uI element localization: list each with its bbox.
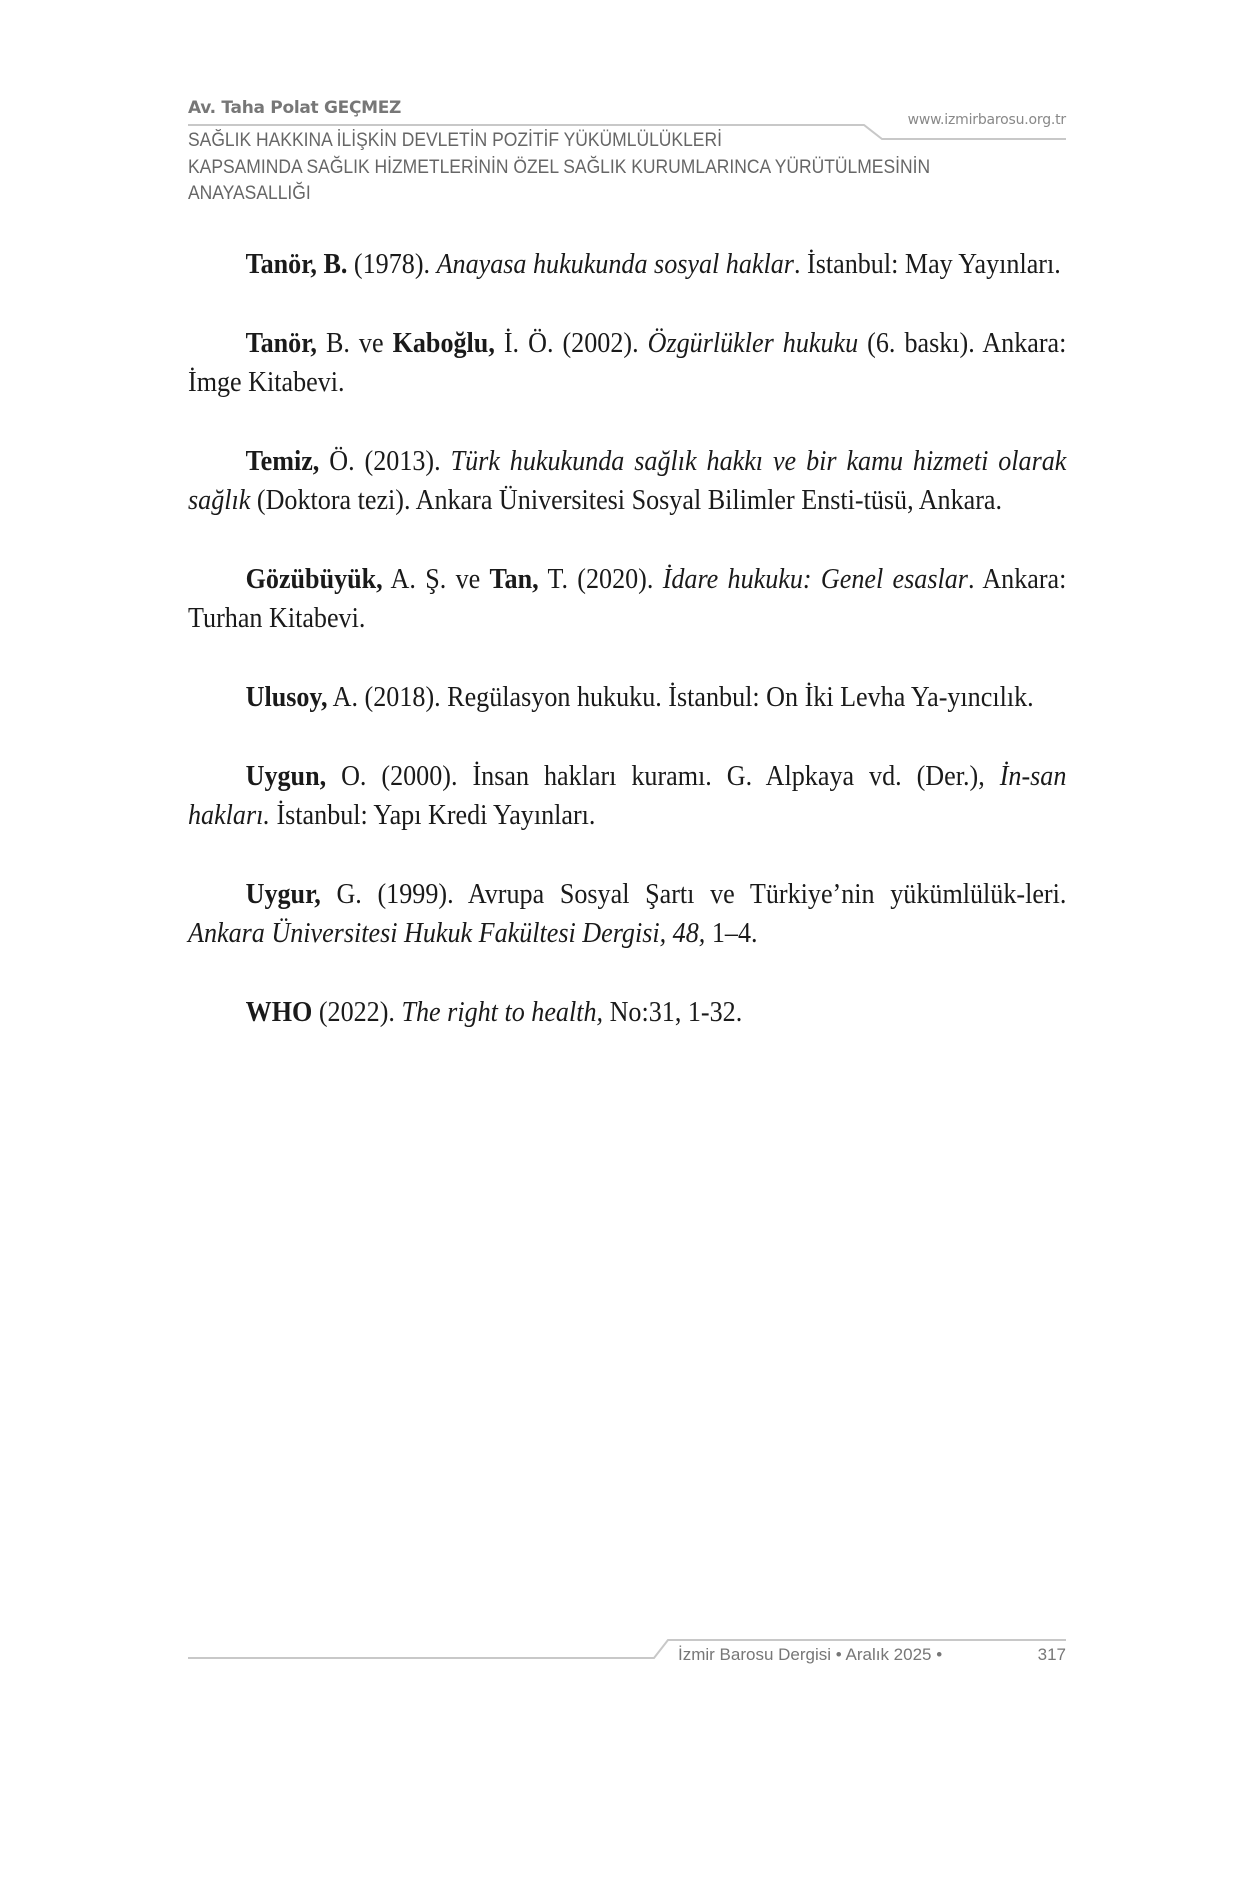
website-url: www.izmirbarosu.org.tr xyxy=(907,112,1066,128)
reference-title: Özgürlükler hukuku xyxy=(647,327,859,359)
journal-footer: İzmir Barosu Dergisi • Aralık 2025 • xyxy=(678,1645,943,1664)
reference-list xyxy=(188,245,1066,1072)
reference-text: (1978). xyxy=(347,248,437,280)
reference-author: Ulusoy, xyxy=(245,681,328,713)
reference-text: İstanbul: Yapı Kredi Yayınları. xyxy=(269,799,596,831)
reference-author: Tanör, xyxy=(245,327,317,359)
reference-entry xyxy=(188,993,1066,1032)
reference-text: . Ankara: Turhan Kitabevi. xyxy=(188,563,1067,634)
reference-title: Ankara Üniversitesi Hukuk Fakültesi Dergisi, 48, xyxy=(188,917,706,949)
article-title xyxy=(188,128,998,208)
author-name: Av. Taha Polat GEÇMEZ xyxy=(188,98,402,118)
reference-text: (6. baskı). Ankara: İmge Kitabevi. xyxy=(188,327,1067,398)
reference-entry xyxy=(188,875,1066,953)
title-line: KAPSAMINDA SAĞLIK HİZMETLERİNİN ÖZEL SAĞLIK KURUMLARINCA YÜRÜTÜLMESİNİN xyxy=(188,156,931,178)
reference-title: İn-san hakları. xyxy=(188,760,1067,831)
reference-text: B. ve xyxy=(316,327,393,359)
reference-author: Temiz, xyxy=(245,445,320,477)
reference-text: A. (2018). Regülasyon hukuku. İstanbul: On İki Levha Ya-yıncılık. xyxy=(327,681,1034,713)
reference-text: No:31, 1-32. xyxy=(603,996,743,1028)
reference-entry xyxy=(188,757,1066,835)
reference-text: T. (2020). xyxy=(538,563,663,595)
reference-text: İ. Ö. (2002). xyxy=(494,327,648,359)
reference-entry xyxy=(188,442,1066,520)
reference-author: Kaboğlu, xyxy=(392,327,495,359)
reference-text: Ö. (2013). xyxy=(319,445,451,477)
page-number: 317 xyxy=(1037,1645,1066,1664)
reference-title: The right to health, xyxy=(401,996,604,1028)
reference-text: (2022). xyxy=(312,996,402,1028)
reference-entry xyxy=(188,678,1066,717)
reference-author: Uygun, xyxy=(245,760,327,792)
reference-entry xyxy=(188,245,1066,284)
reference-author: Tan, xyxy=(489,563,539,595)
reference-entry xyxy=(188,324,1066,402)
reference-author: WHO xyxy=(245,996,313,1028)
reference-text: O. (2000). İnsan hakları kuramı. G. Alpkaya vd. (Der.), xyxy=(326,760,1000,792)
title-line: ANAYASALLIĞI xyxy=(188,183,311,204)
reference-title: İdare hukuku: Genel esaslar xyxy=(662,563,968,595)
reference-text: G. (1999). Avrupa Sosyal Şartı ve Türkiye’nin yükümlülük-leri. xyxy=(320,878,1067,910)
title-line: SAĞLIK HAKKINA İLİŞKİN DEVLETİN POZİTİF YÜKÜMLÜLÜKLERİ xyxy=(188,130,722,151)
reference-entry xyxy=(188,560,1066,638)
reference-title: Türk hukukunda sağlık hakkı ve bir kamu hizmeti olarak sağlık xyxy=(188,445,1067,516)
reference-text: A. Ş. ve xyxy=(382,563,490,595)
reference-author: Uygur, xyxy=(245,878,321,910)
reference-author: Gözübüyük, xyxy=(245,563,383,595)
reference-author: Tanör, B. xyxy=(245,248,348,280)
reference-text: (Doktora tezi). Ankara Üniversitesi Sosyal Bilimler Ensti-tüsü, Ankara. xyxy=(250,484,1003,516)
reference-title: Anayasa hukukunda sosyal haklar xyxy=(436,248,794,280)
reference-text: . İstanbul: May Yayınları. xyxy=(793,248,1061,280)
reference-text: 1–4. xyxy=(705,917,758,949)
